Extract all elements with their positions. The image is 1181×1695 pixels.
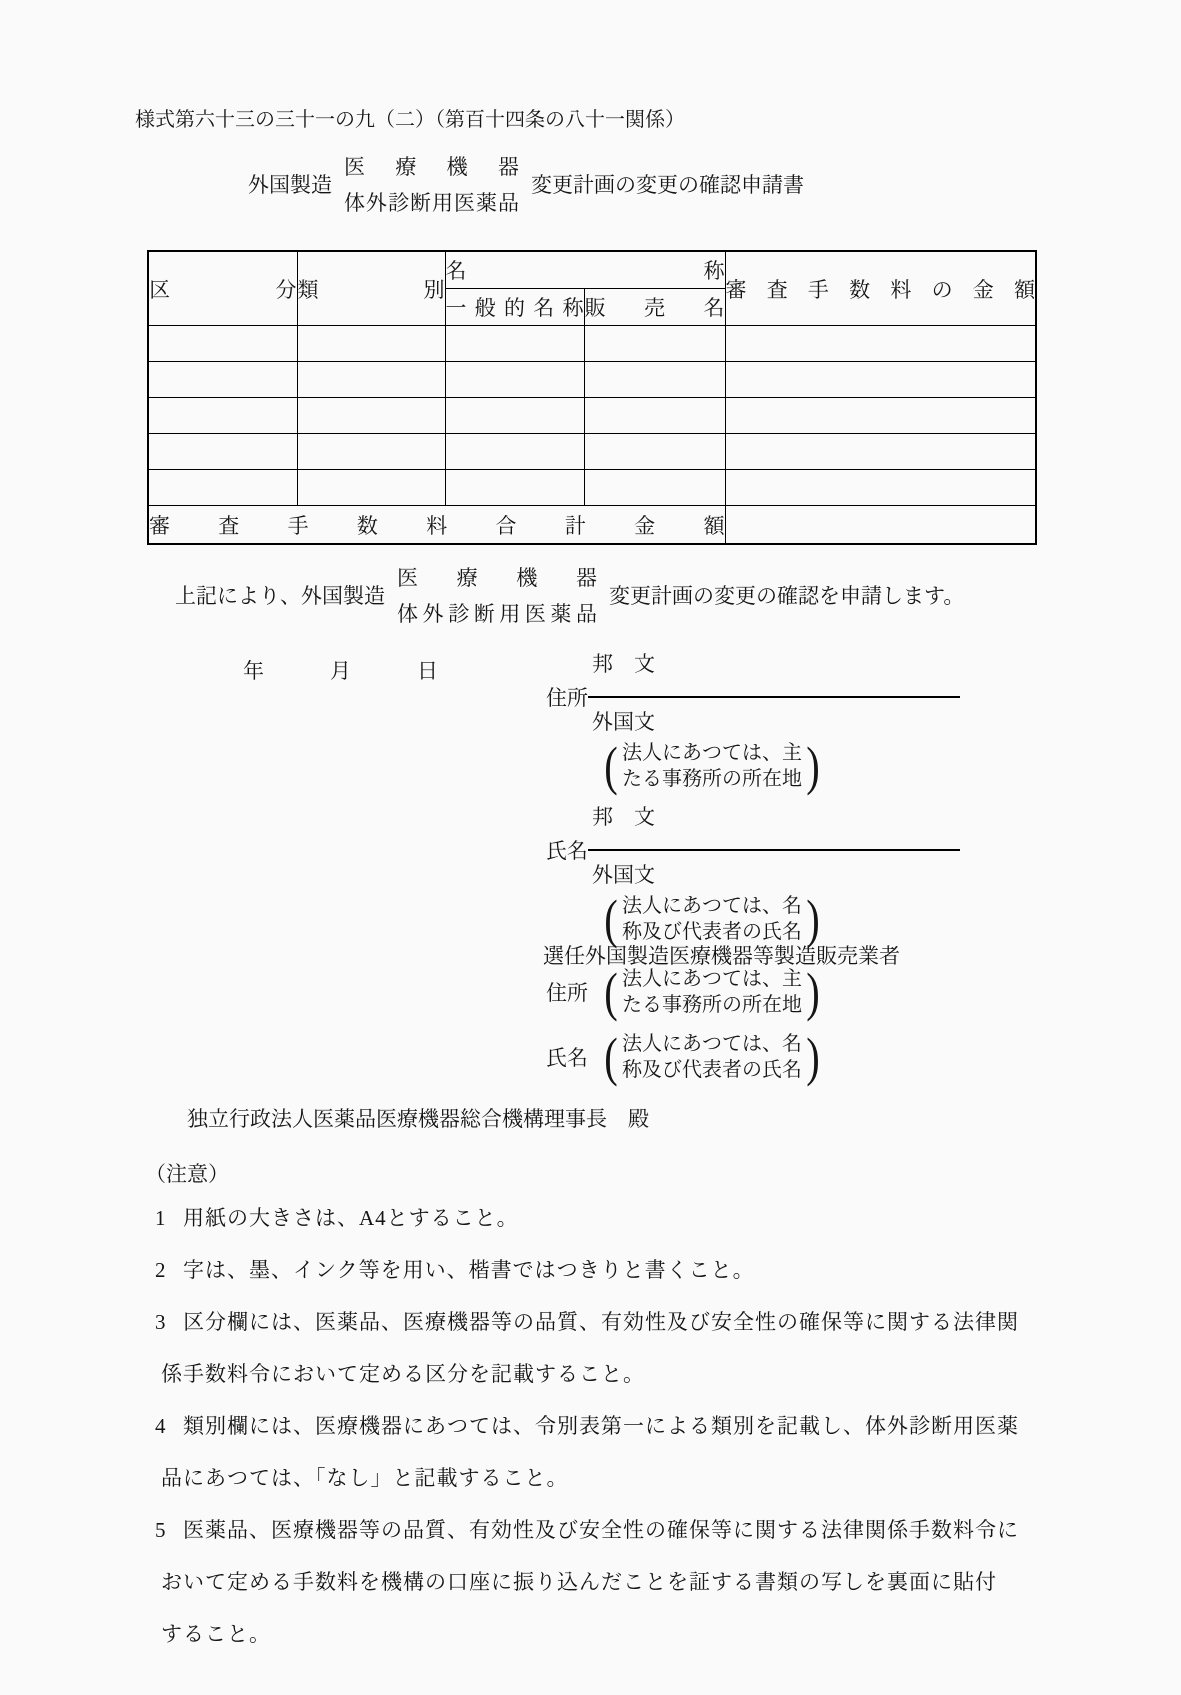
applicant-name-label: 氏名 — [546, 839, 588, 863]
legal-note-line2: 称及び代表者の氏名 — [621, 921, 802, 943]
date-line — [243, 655, 438, 685]
cell-classification — [297, 398, 445, 434]
applicant-address-label: 住所 — [546, 686, 588, 710]
note-number: 1 — [155, 1206, 166, 1230]
note-item-5-continuation-2 — [161, 1608, 1019, 1660]
applicant-name-block — [546, 795, 960, 949]
note-text: 類別欄には、医療機器にあつては、令別表第一による類別を記載し、体外診断用医薬 — [183, 1414, 1019, 1438]
note-item-5 — [155, 1504, 1019, 1556]
cell-category — [148, 470, 297, 506]
cell-brand-name — [584, 398, 725, 434]
col-header-classification: 類 別 — [297, 251, 445, 326]
cell-brand-name — [584, 326, 725, 362]
cell-classification — [297, 326, 445, 362]
agent-address-label: 住所 — [546, 981, 588, 1005]
cell-category — [148, 398, 297, 434]
cell-fee — [725, 470, 1036, 506]
applicant-address-foreign-line: 外国文 — [592, 710, 655, 734]
legal-note-line1: 法人にあつては、名 — [621, 895, 802, 917]
col-header-examination-fee: 審 査 手 数 料 の 金 額 — [725, 251, 1036, 326]
cell-generic-name — [445, 434, 584, 470]
table-row — [148, 362, 1036, 398]
legal-note-line2: たる事務所の所在地 — [621, 768, 802, 790]
col-header-name-group: 名 称 — [445, 251, 725, 289]
note-number: 5 — [155, 1518, 166, 1542]
legal-note-line2: 称及び代表者の氏名 — [621, 1059, 802, 1081]
note-item-4-continuation — [161, 1452, 1019, 1504]
cell-classification — [297, 362, 445, 398]
recipient-line: 独立行政法人医薬品医療機器総合機構理事長 殿 — [187, 1107, 649, 1131]
note-text: おいて定める手数料を機構の口座に振り込んだことを証する書類の写しを裏面に貼付 — [161, 1570, 997, 1594]
applicant-address-block — [546, 642, 960, 796]
fee-table — [147, 250, 1037, 545]
big-paren-open: ( — [604, 736, 618, 796]
note-text: 医薬品、医療機器等の品質、有効性及び安全性の確保等に関する法律関係手数料令に — [183, 1518, 1019, 1542]
legal-note-line1: 法人にあつては、主 — [621, 968, 802, 990]
table-header-row-1 — [148, 251, 1036, 289]
applicant-name-field — [588, 795, 960, 949]
application-stack-bottom: 体外診断用医薬品 — [397, 602, 597, 626]
title-prefix: 外国製造 — [248, 173, 332, 197]
note-item-5-continuation — [161, 1556, 1019, 1608]
notes-heading: （注意） — [145, 1162, 229, 1186]
cell-brand-name — [584, 362, 725, 398]
table-total-row — [148, 506, 1036, 545]
note-text: 係手数料令において定める区分を記載すること。 — [161, 1362, 645, 1386]
agent-address-legal-note — [602, 962, 822, 1022]
cell-classification — [297, 434, 445, 470]
cell-category — [148, 326, 297, 362]
note-text: 用紙の大きさは、A4とすること。 — [183, 1206, 519, 1230]
applicant-address-legal-note — [602, 736, 822, 796]
table-row — [148, 398, 1036, 434]
title-product-stack — [344, 151, 519, 217]
big-paren-close: ) — [806, 962, 820, 1022]
agent-name-legal-note — [602, 1027, 822, 1087]
legal-note-line2: たる事務所の所在地 — [621, 994, 802, 1016]
big-paren-open: ( — [604, 889, 618, 949]
title-suffix: 変更計画の変更の確認申請書 — [531, 173, 804, 197]
application-prefix: 上記により、外国製造 — [175, 584, 385, 608]
big-paren-close: ) — [806, 1027, 820, 1087]
cell-category — [148, 434, 297, 470]
legal-note-line1: 法人にあつては、名 — [621, 1033, 802, 1055]
note-text: 字は、墨、インク等を用い、楷書ではつきりと書くこと。 — [183, 1258, 755, 1282]
application-sentence — [175, 562, 964, 628]
cell-generic-name — [445, 326, 584, 362]
applicant-address-field — [588, 642, 960, 796]
title-stack-bottom: 体外診断用医薬品 — [344, 191, 519, 215]
agent-heading: 選任外国製造医療機器等製造販売業者 — [543, 944, 900, 968]
table-row — [148, 434, 1036, 470]
table-row — [148, 326, 1036, 362]
col-header-generic-name: 一般的名称 — [445, 289, 584, 326]
date-year-label: 年 — [243, 659, 264, 683]
legal-note-line1: 法人にあつては、主 — [621, 742, 802, 764]
application-suffix: 変更計画の変更の確認を申請します。 — [609, 584, 965, 608]
applicant-name-japanese-line: 邦 文 — [588, 795, 960, 851]
note-item-3 — [155, 1296, 1019, 1348]
note-number: 4 — [155, 1414, 166, 1438]
big-paren-open: ( — [604, 962, 618, 1022]
applicant-name-legal-note — [602, 889, 822, 949]
cell-brand-name — [584, 470, 725, 506]
col-header-category: 区 分 — [148, 251, 297, 326]
cell-classification — [297, 470, 445, 506]
note-item-3-continuation — [161, 1348, 1019, 1400]
col-header-brand-name: 販 売 名 — [584, 289, 725, 326]
title-stack-top: 医 療 機 器 — [344, 155, 519, 179]
cell-fee — [725, 398, 1036, 434]
note-item-2 — [155, 1244, 1019, 1296]
table-row — [148, 470, 1036, 506]
cell-category — [148, 362, 297, 398]
note-number: 3 — [155, 1310, 166, 1334]
cell-fee — [725, 434, 1036, 470]
big-paren-close: ) — [806, 736, 820, 796]
cell-brand-name — [584, 434, 725, 470]
total-fee-value — [725, 506, 1036, 545]
note-number: 2 — [155, 1258, 166, 1282]
total-fee-label: 審 査 手 数 料 合 計 金 額 — [148, 506, 725, 545]
form-number: 様式第六十三の三十一の九（二）（第百十四条の八十一関係） — [135, 109, 685, 131]
application-product-stack — [397, 562, 597, 628]
big-paren-close: ) — [806, 889, 820, 949]
agent-address-block — [546, 962, 822, 1022]
note-text: すること。 — [161, 1622, 271, 1646]
date-month-label: 月 — [330, 659, 351, 683]
note-text: 品にあつては、「なし」と記載すること。 — [161, 1466, 569, 1490]
note-item-4 — [155, 1400, 1019, 1452]
notes-list — [155, 1192, 1019, 1660]
agent-name-block — [546, 1027, 822, 1087]
cell-generic-name — [445, 398, 584, 434]
agent-name-label: 氏名 — [546, 1046, 588, 1070]
applicant-address-japanese-line: 邦 文 — [588, 642, 960, 698]
form-title — [248, 151, 804, 217]
applicant-name-foreign-line: 外国文 — [592, 863, 655, 887]
cell-fee — [725, 362, 1036, 398]
cell-fee — [725, 326, 1036, 362]
cell-generic-name — [445, 362, 584, 398]
note-text: 区分欄には、医薬品、医療機器等の品質、有効性及び安全性の確保等に関する法律関 — [183, 1310, 1019, 1334]
application-stack-top: 医 療 機 器 — [397, 566, 597, 590]
note-item-1 — [155, 1192, 1019, 1244]
cell-generic-name — [445, 470, 584, 506]
big-paren-open: ( — [604, 1027, 618, 1087]
date-day-label: 日 — [417, 659, 438, 683]
